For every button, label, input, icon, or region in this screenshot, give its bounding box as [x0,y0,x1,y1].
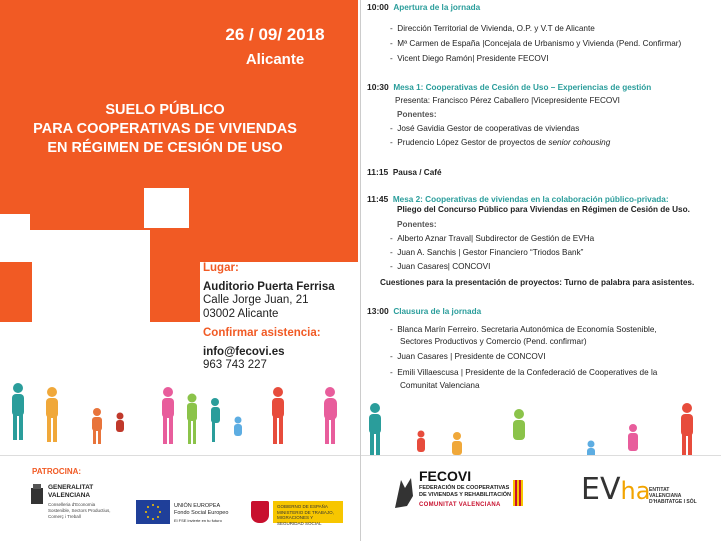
event-title: SUELO PÚBLICO PARA COOPERATIVAS DE VIVIENDAS EN RÉGIMEN DE CESIÓN DE USO [33,102,297,156]
list-item: - Juan Casares | Presidente de CONCOVI [390,352,546,361]
session-2-ponentes: Ponentes: [397,110,437,119]
figure-teal-2 [211,398,220,442]
lugar-label: Lugar: [203,262,239,274]
session-4-ponentes: Ponentes: [397,220,437,229]
evha-subtitle: ENTITAT VALENCIANA D'HABITATGE I SÒL [649,487,697,505]
partner-logos [361,455,721,542]
gva-department: Conselleria d'Economia Sostenible, Sectors Productius, Comerç i Treball [48,502,111,519]
figure-green-1 [187,394,197,445]
session-3-header: 11:15 Pausa / Café [367,167,442,177]
figure-child-2 [116,413,124,433]
contact-email[interactable]: info@fecovi.es [203,345,285,358]
figure-red-r1 [417,431,425,453]
list-item: - Prudencio López Gestor de proyectos de senior cohousing [390,138,611,147]
contact-phone: 963 743 227 [203,359,267,371]
eu-flag-icon [136,500,170,524]
fecovi-subtitle: FEDERACIÓN DE COOPERATIVAS DE VIVIENDAS Y REHABILITACIÓN [419,485,511,498]
list-item-cont: Sectores Productivos y Comercio (Pend. confirmar) [400,337,587,346]
session-4-subtitle: Pliego del Concurso Público para Viviendas en Régimen de Cesión de Uso. [397,205,690,214]
figure-teal-1 [12,383,24,440]
gobierno-logo: GOBIERNO DE ESPAÑA MINISTERIO DE TRABAJO, MIGRACIONES Y SEGURIDAD SOCIAL [247,499,347,525]
figure-pink-2 [324,387,337,444]
session-1-header: 10:00 Apertura de la jornada [367,2,481,12]
gva-name: GENERALITAT VALENCIANA [48,484,94,499]
figure-orange-1 [46,387,58,442]
venue-name: Auditorio Puerta Ferrisa [203,280,335,293]
gva-crest-icon [30,484,44,506]
figure-red-1 [272,387,284,444]
left-panel [0,0,361,541]
sponsor-bar [0,455,360,542]
list-item: - Vicent Diego Ramón| Presidente FECOVI [390,54,549,63]
senyera-icon [513,480,523,506]
list-item: - José Gavidia Gestor de cooperativas de viviendas [390,124,580,133]
session-4-questions: Cuestiones para la presentación de proyectos: Turno de palabra para asistentes. [380,278,695,287]
list-item: - Mª Carmen de España |Concejala de Urbanismo y Vivienda (Pend. Confirmar) [390,39,682,48]
session-2-header: 10:30 Mesa 1: Cooperativas de Cesión de Uso – Experiencias de gestión [367,82,652,92]
evha-logo: EVha [581,472,651,507]
figure-pink-1 [162,387,174,444]
session-4-header: 11:45 Mesa 2: Cooperativas de viviendas en la colaboración público-privada: [367,194,669,204]
figure-pink-r1 [628,424,638,451]
figure-red-r2 [681,403,693,456]
sponsor-label: PATROCINA: [32,467,82,476]
figure-child-1 [92,408,102,444]
people-illustration-right [361,400,721,460]
list-item: - Alberto Aznar Traval| Subdirector de Gestión de EVHa [390,234,595,243]
venue-postal: 03002 Alicante [203,307,279,320]
list-item: - Juan A. Sanchis | Gestor Financiero “Triodos Bank” [390,248,584,257]
session-2-presenter: Presenta: Francisco Pérez Caballero |Vicepresidente FECOVI [395,96,620,105]
list-item: - Emili Villaescusa | Presidente de la Confederació de Cooperatives de la [390,368,658,377]
figure-orange-r1 [452,432,462,455]
session-5-header: 13:00 Clausura de la jornada [367,306,482,316]
fecovi-name: FECOVI [419,468,472,484]
list-item: - Dirección Territorial de Vivienda, O.P. y V.T de Alicante [390,24,595,33]
eu-label: UNIÓN EUROPEA Fondo Social Europeo El FSE invierte en tu futuro [174,503,229,523]
fecovi-region: COMUNITAT VALENCIANA [419,502,501,508]
spain-shield-icon [251,501,269,523]
event-date: 26 / 09/ 2018 [225,25,325,44]
event-city: Alicante [245,51,305,68]
confirm-label: Confirmar asistencia: [203,327,321,339]
list-item: - Blanca Marín Ferreiro. Secretaria Autonómica de Economía Sostenible, [390,325,657,334]
figure-blue-1 [234,417,242,437]
fecovi-logo-icon [391,476,417,510]
venue-street: Calle Jorge Juan, 21 [203,294,309,306]
program-panel [361,0,721,541]
list-item-cont: Comunitat Valenciana [400,381,480,390]
figure-teal-r1 [369,403,381,456]
list-item: - Juan Casares| CONCOVI [390,262,491,271]
figure-green-r1 [513,409,525,440]
